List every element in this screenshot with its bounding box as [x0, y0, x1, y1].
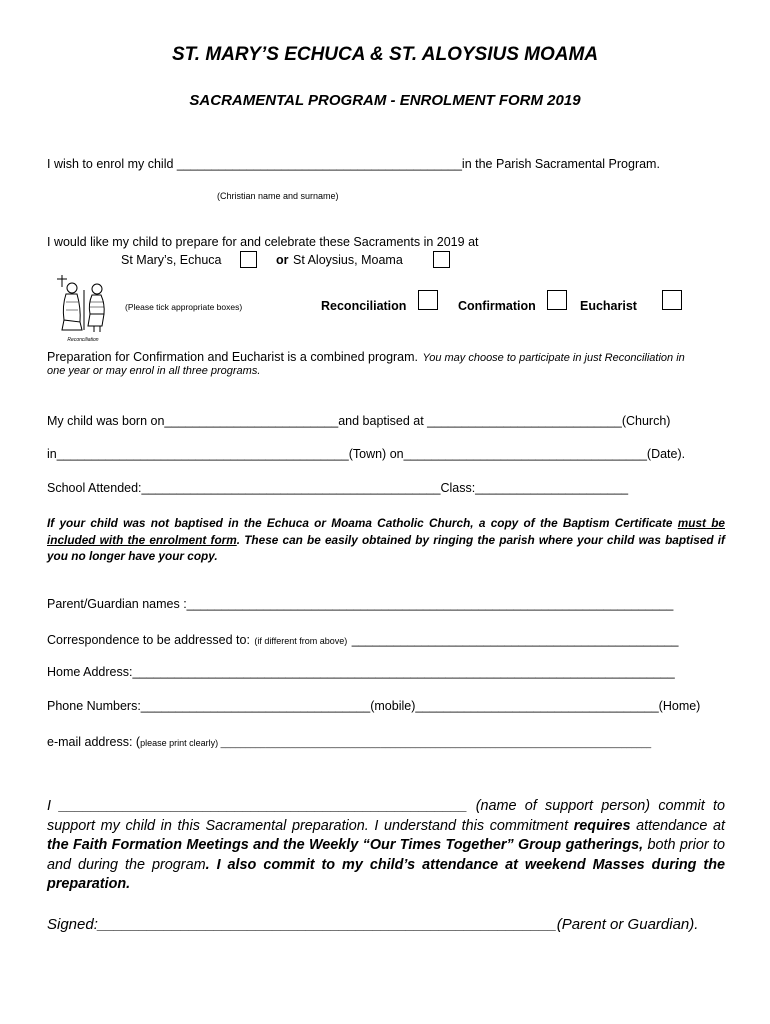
combined-italic-2: one year or may enrol in all three programs. — [47, 365, 261, 377]
email-hint: please print clearly) — [140, 738, 219, 748]
or-label: or — [276, 253, 289, 267]
tick-hint: (Please tick appropriate boxes) — [125, 302, 243, 312]
correspondence-label: Correspondence to be addressed to: — [47, 633, 250, 647]
st-marys-checkbox[interactable] — [240, 251, 257, 268]
correspondence-line — [47, 631, 678, 649]
commit-c: attendance at — [630, 817, 725, 834]
name-hint: (Christian name and surname) — [217, 191, 339, 201]
town-date-line: in__________________________________________(Town) on___________________________________(Date). — [47, 447, 686, 461]
form-title: ST. MARY’S ECHUCA & ST. ALOYSIUS MOAMA — [171, 44, 599, 65]
email-label: e-mail address: ( — [47, 735, 141, 749]
birth-baptism-line: My child was born on_________________________and baptised at ____________________________(Church) — [47, 414, 671, 428]
correspondence-hint: (if different from above) — [254, 636, 348, 646]
prepare-intro: I would like my child to prepare for and celebrate these Sacraments in 2019 at — [47, 235, 479, 249]
correspondence-blank: _______________________________________________ — [351, 633, 679, 647]
parish-st-aloysius-label: St Aloysius, Moama — [293, 253, 403, 267]
email-blank: ______________________________________________________________________________________ — [218, 738, 652, 748]
parish-st-marys-label: St Mary’s, Echuca — [121, 253, 222, 267]
parent-names-line: Parent/Guardian names :______________________________________________________________________ — [47, 597, 674, 611]
illustration-caption: Reconciliation — [67, 337, 99, 343]
commit-d: the Faith Formation Meetings and the Weekly “Our Times Together” Group gatherings, — [47, 837, 644, 854]
eucharist-checkbox[interactable] — [662, 290, 682, 310]
support-commitment — [47, 797, 725, 895]
form-subtitle: SACRAMENTAL PROGRAM - ENROLMENT FORM 2019 — [189, 92, 581, 109]
combined-italic-1: You may choose to participate in just Reconciliation in — [422, 352, 685, 364]
enrol-child-line: I wish to enrol my child _________________________________________in the Parish Sacramental Program. — [47, 157, 660, 171]
confirmation-checkbox[interactable] — [547, 290, 567, 310]
note-part2: . These can be easily obtained by ringing the parish where your child was baptised if you no longer have your copy. — [47, 532, 725, 563]
reconciliation-illustration — [50, 272, 116, 344]
note-part1: If your child was not baptised in the Echuca or Moama Catholic Church, a copy of the Baptism Certificate — [47, 516, 678, 530]
baptism-certificate-note — [47, 515, 725, 565]
commit-f: . I also commit to my child’s attendance at weekend Masses during the preparation. — [47, 856, 725, 893]
school-class-line: School Attended:___________________________________________Class:______________________ — [47, 481, 629, 495]
st-aloysius-checkbox[interactable] — [433, 251, 450, 268]
reconciliation-label: Reconciliation — [321, 299, 407, 313]
note-must: must be included with the enrolment form — [47, 516, 725, 547]
commit-a: I ___________________________________________________ (name of support person) commit to support my child in this Sacramental preparation. I understand this commitment — [47, 798, 725, 834]
eucharist-label: Eucharist — [580, 299, 637, 313]
commit-e: both prior to and during the program — [47, 837, 725, 873]
signature-line: Signed:_______________________________________________________(Parent or Guardian). — [47, 916, 699, 933]
reconciliation-checkbox[interactable] — [418, 290, 438, 310]
combined-normal: Preparation for Confirmation and Eucharist is a combined program. — [47, 350, 419, 364]
phone-numbers-line: Phone Numbers:_________________________________(mobile)___________________________________(Home) — [47, 699, 701, 713]
commit-b: requires — [573, 817, 631, 834]
home-address-line: Home Address:______________________________________________________________________________ — [47, 665, 675, 679]
confirmation-label: Confirmation — [458, 299, 536, 313]
email-line — [47, 733, 651, 751]
combined-program-note — [47, 348, 685, 366]
